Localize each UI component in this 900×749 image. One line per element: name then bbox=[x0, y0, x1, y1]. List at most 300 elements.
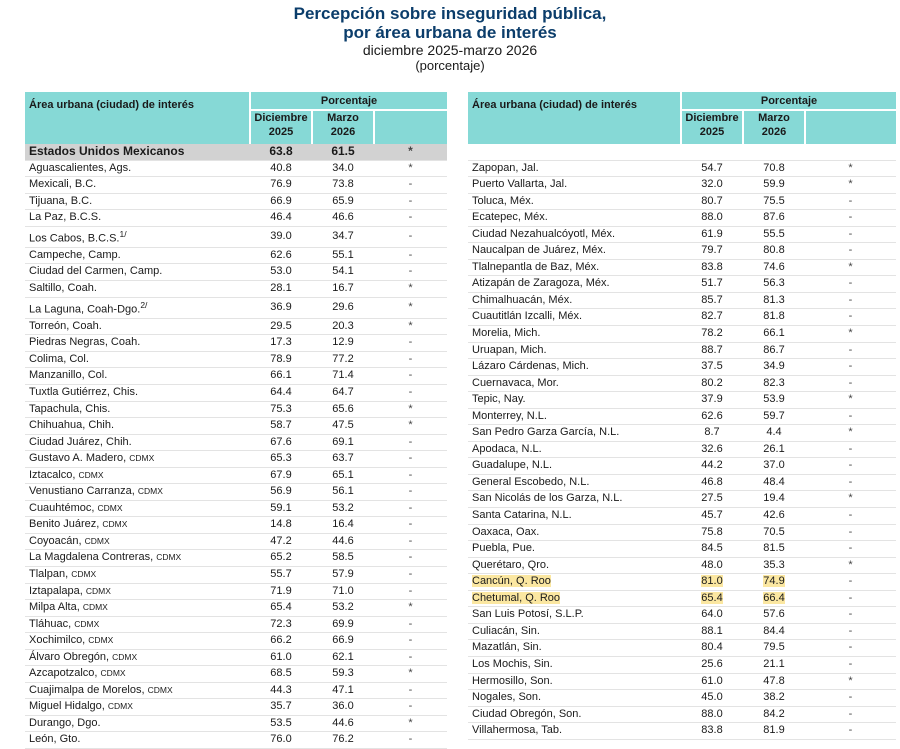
table-row bbox=[468, 326, 896, 343]
area-name bbox=[468, 656, 681, 673]
area-name-cell bbox=[25, 633, 250, 650]
table-row bbox=[468, 623, 896, 640]
value-dic-2025: 65.4 bbox=[250, 600, 312, 617]
table-row bbox=[25, 281, 447, 298]
value-mar-text: 38.2 bbox=[763, 691, 785, 704]
left-data-table bbox=[25, 92, 447, 749]
area-name: La Laguna, Coah-Dgo. bbox=[29, 303, 141, 316]
significance-mark: - bbox=[374, 351, 447, 368]
value-mar-2026: 59.3 bbox=[312, 666, 374, 683]
significance-mark: - bbox=[374, 484, 447, 501]
value-mar-text: 55.5 bbox=[763, 227, 785, 240]
area-name-cell bbox=[25, 616, 250, 633]
value-mar-2026 bbox=[743, 706, 805, 723]
area-name-cell bbox=[25, 264, 250, 281]
significance-mark: - bbox=[374, 434, 447, 451]
entity-suffix: CDMX bbox=[102, 519, 128, 530]
value-dic-2025: 59.1 bbox=[250, 500, 312, 517]
table-row bbox=[468, 359, 896, 376]
value-mar-2026 bbox=[743, 723, 805, 740]
area-name-cell bbox=[25, 715, 250, 732]
area-name bbox=[468, 607, 681, 624]
value-dic-text: 75.8 bbox=[701, 525, 723, 538]
value-dic-text: 84.5 bbox=[701, 542, 723, 555]
value-mar-2026 bbox=[743, 408, 805, 425]
header-diciembre-right: Diciembre 2025 bbox=[681, 110, 743, 144]
significance-mark: - bbox=[805, 359, 896, 376]
header-marzo-right: Marzo 2026 bbox=[743, 110, 805, 144]
value-mar-2026 bbox=[743, 656, 805, 673]
value-dic-2025 bbox=[681, 673, 743, 690]
area-name-cell bbox=[25, 160, 250, 177]
table-row bbox=[468, 292, 896, 309]
table-row bbox=[468, 491, 896, 508]
value-mar-2026 bbox=[743, 690, 805, 707]
area-name-cell bbox=[25, 401, 250, 418]
report-period: diciembre 2025-marzo 2026 bbox=[362, 42, 538, 58]
value-dic-2025: 68.5 bbox=[250, 666, 312, 683]
area-name: Xochimilco, bbox=[29, 634, 89, 647]
significance-mark: - bbox=[374, 335, 447, 352]
value-mar-text: 53.9 bbox=[763, 393, 785, 406]
area-name-text: Monterrey, N.L. bbox=[472, 409, 547, 422]
header-porcentaje: Porcentaje bbox=[250, 92, 447, 110]
value-mar-2026 bbox=[743, 375, 805, 392]
value-dic-text: 83.8 bbox=[701, 260, 723, 273]
value-dic-2025 bbox=[681, 160, 743, 177]
area-name bbox=[468, 673, 681, 690]
value-mar-text: 57.6 bbox=[763, 608, 785, 621]
area-name bbox=[468, 259, 681, 276]
value-mar-text: 26.1 bbox=[763, 442, 785, 455]
value-dic-2025: 58.7 bbox=[250, 418, 312, 435]
table-row bbox=[468, 524, 896, 541]
table-row bbox=[468, 193, 896, 210]
value-mar-2026 bbox=[743, 177, 805, 194]
value-dic-2025: 17.3 bbox=[250, 335, 312, 352]
value-mar-text: 87.6 bbox=[763, 211, 785, 224]
area-name: Torreón, Coah. bbox=[29, 319, 102, 332]
significance-mark: * bbox=[805, 392, 896, 409]
area-name-text: Ecatepec, Méx. bbox=[472, 211, 548, 224]
area-name-cell bbox=[25, 434, 250, 451]
value-dic-2025: 62.6 bbox=[250, 247, 312, 264]
value-dic-text: 80.2 bbox=[701, 376, 723, 389]
area-name: Manzanillo, Col. bbox=[29, 369, 108, 382]
area-name-cell bbox=[25, 226, 250, 247]
area-name: Coyoacán, bbox=[29, 534, 85, 547]
value-mar-2026 bbox=[743, 392, 805, 409]
value-mar-2026: 66.9 bbox=[312, 633, 374, 650]
value-dic-text: 80.7 bbox=[701, 194, 723, 207]
report-title-line1: Percepción sobre inseguridad pública, bbox=[293, 4, 607, 23]
value-mar-2026 bbox=[743, 259, 805, 276]
table-row bbox=[468, 541, 896, 558]
value-dic-2025: 28.1 bbox=[250, 281, 312, 298]
area-name-text: Puerto Vallarta, Jal. bbox=[472, 178, 568, 191]
table-row bbox=[25, 699, 447, 716]
significance-mark: - bbox=[374, 368, 447, 385]
value-mar-2026 bbox=[743, 326, 805, 343]
area-name-text: Querétaro, Qro. bbox=[472, 558, 550, 571]
value-dic-text: 44.2 bbox=[701, 459, 723, 472]
table-row bbox=[25, 451, 447, 468]
significance-mark: * bbox=[374, 418, 447, 435]
table-row bbox=[468, 508, 896, 525]
area-name: Ciudad del Carmen, Camp. bbox=[29, 265, 163, 278]
area-name bbox=[468, 177, 681, 194]
area-name: Azcapotzalco, bbox=[29, 667, 101, 680]
area-name bbox=[468, 276, 681, 293]
significance-mark: - bbox=[374, 177, 447, 194]
area-name-text: Cuautitlán Izcalli, Méx. bbox=[472, 310, 583, 323]
value-mar-2026 bbox=[743, 243, 805, 260]
area-name: Milpa Alta, bbox=[29, 601, 83, 614]
area-name bbox=[468, 458, 681, 475]
entity-suffix: CDMX bbox=[85, 585, 111, 596]
area-name-text: Cuernavaca, Mor. bbox=[472, 376, 559, 389]
table-row bbox=[468, 723, 896, 740]
area-name bbox=[468, 342, 681, 359]
table-row bbox=[468, 425, 896, 442]
area-name bbox=[468, 193, 681, 210]
value-mar-text: 4.4 bbox=[766, 426, 782, 439]
area-name-cell bbox=[25, 583, 250, 600]
value-mar-2026: 69.1 bbox=[312, 434, 374, 451]
significance-mark: - bbox=[374, 384, 447, 401]
value-dic-2025 bbox=[681, 425, 743, 442]
table-row bbox=[25, 351, 447, 368]
table-row bbox=[25, 600, 447, 617]
value-dic-2025 bbox=[681, 574, 743, 591]
area-name bbox=[468, 590, 681, 607]
value-dic-text: 45.7 bbox=[701, 509, 723, 522]
significance-mark: - bbox=[805, 524, 896, 541]
area-name bbox=[468, 491, 681, 508]
value-mar-2026: 73.8 bbox=[312, 177, 374, 194]
value-dic-2025 bbox=[681, 524, 743, 541]
value-mar-2026 bbox=[743, 210, 805, 227]
area-name-cell bbox=[25, 335, 250, 352]
significance-mark: - bbox=[805, 408, 896, 425]
significance-mark: - bbox=[805, 574, 896, 591]
value-mar-2026: 58.5 bbox=[312, 550, 374, 567]
value-mar-text: 37.0 bbox=[763, 459, 785, 472]
value-mar-2026 bbox=[743, 574, 805, 591]
value-mar-text: 86.7 bbox=[763, 343, 785, 356]
value-mar-text: 19.4 bbox=[763, 492, 785, 505]
value-mar-text: 56.3 bbox=[763, 277, 785, 290]
area-name-text: Ciudad Obregón, Son. bbox=[472, 707, 582, 720]
value-mar-2026 bbox=[743, 474, 805, 491]
value-mar-2026 bbox=[743, 590, 805, 607]
value-dic-2025: 67.9 bbox=[250, 467, 312, 484]
significance-mark: - bbox=[374, 517, 447, 534]
area-name-text: Apodaca, N.L. bbox=[472, 442, 542, 455]
value-dic-2025: 76.0 bbox=[250, 732, 312, 749]
significance-mark: - bbox=[805, 474, 896, 491]
value-dic-2025: 36.9 bbox=[250, 297, 312, 318]
value-dic-text: 37.5 bbox=[701, 360, 723, 373]
entity-suffix: CDMX bbox=[100, 668, 126, 679]
value-mar-2026 bbox=[743, 623, 805, 640]
entity-suffix: CDMX bbox=[129, 453, 155, 464]
entity-suffix: CDMX bbox=[112, 651, 138, 662]
value-dic-2025 bbox=[681, 491, 743, 508]
table-row bbox=[25, 533, 447, 550]
value-mar-text: 81.9 bbox=[763, 724, 785, 737]
area-name-text: Chimalhuacán, Méx. bbox=[472, 293, 573, 306]
area-name-cell bbox=[25, 351, 250, 368]
footnote-marker: 1/ bbox=[119, 228, 127, 239]
area-name-cell bbox=[25, 500, 250, 517]
table-row bbox=[25, 566, 447, 583]
significance-mark: - bbox=[374, 451, 447, 468]
area-name bbox=[468, 706, 681, 723]
value-mar-2026: 76.2 bbox=[312, 732, 374, 749]
significance-mark: - bbox=[805, 690, 896, 707]
value-mar-2026: 71.4 bbox=[312, 368, 374, 385]
national-mar: 61.5 bbox=[312, 144, 374, 160]
header-significance bbox=[374, 110, 447, 144]
significance-mark: - bbox=[374, 616, 447, 633]
table-row bbox=[468, 226, 896, 243]
area-name: Tapachula, Chis. bbox=[29, 402, 111, 415]
value-mar-text: 80.8 bbox=[763, 244, 785, 257]
value-mar-2026 bbox=[743, 458, 805, 475]
value-mar-2026: 62.1 bbox=[312, 649, 374, 666]
area-name-text: Mazatlán, Sin. bbox=[472, 641, 542, 654]
value-dic-text: 88.0 bbox=[701, 707, 723, 720]
area-name bbox=[468, 425, 681, 442]
value-mar-2026 bbox=[743, 640, 805, 657]
table-row bbox=[468, 458, 896, 475]
value-mar-text: 70.8 bbox=[763, 161, 785, 174]
entity-suffix: CDMX bbox=[88, 635, 114, 646]
significance-mark: * bbox=[805, 491, 896, 508]
value-dic-text: 46.8 bbox=[701, 475, 723, 488]
area-name-cell bbox=[25, 318, 250, 335]
value-dic-2025 bbox=[681, 723, 743, 740]
area-name-text: San Pedro Garza García, N.L. bbox=[472, 426, 620, 439]
area-name bbox=[468, 557, 681, 574]
area-name bbox=[468, 392, 681, 409]
value-dic-text: 88.7 bbox=[701, 343, 723, 356]
table-row bbox=[25, 368, 447, 385]
value-mar-2026 bbox=[743, 292, 805, 309]
area-name-cell bbox=[25, 368, 250, 385]
significance-mark: * bbox=[374, 666, 447, 683]
significance-mark: - bbox=[374, 500, 447, 517]
value-mar-2026: 12.9 bbox=[312, 335, 374, 352]
area-name-text: Oaxaca, Oax. bbox=[472, 525, 540, 538]
table-row bbox=[25, 484, 447, 501]
area-name-text: Morelia, Mich. bbox=[472, 327, 541, 340]
value-mar-text: 35.3 bbox=[763, 558, 785, 571]
value-dic-2025 bbox=[681, 458, 743, 475]
area-name: Tlalpan, bbox=[29, 567, 72, 580]
area-name-text: San Nicolás de los Garza, N.L. bbox=[472, 492, 623, 505]
value-mar-text: 84.4 bbox=[763, 624, 785, 637]
value-dic-2025 bbox=[681, 193, 743, 210]
area-name-text: Lázaro Cárdenas, Mich. bbox=[472, 360, 589, 373]
national-dic: 63.8 bbox=[250, 144, 312, 160]
area-name-cell bbox=[25, 550, 250, 567]
value-mar-2026: 65.6 bbox=[312, 401, 374, 418]
value-dic-text: 8.7 bbox=[704, 426, 720, 439]
significance-mark: * bbox=[805, 326, 896, 343]
value-dic-text: 85.7 bbox=[701, 293, 723, 306]
value-mar-2026: 34.7 bbox=[312, 226, 374, 247]
value-dic-2025 bbox=[681, 210, 743, 227]
table-row bbox=[25, 550, 447, 567]
value-dic-2025: 61.0 bbox=[250, 649, 312, 666]
footnote-marker: 2/ bbox=[140, 299, 148, 310]
value-mar-text: 79.5 bbox=[763, 641, 785, 654]
area-name: Miguel Hidalgo, bbox=[29, 700, 108, 713]
value-dic-2025: 76.9 bbox=[250, 177, 312, 194]
area-name-text: Guadalupe, N.L. bbox=[472, 459, 553, 472]
entity-suffix: CDMX bbox=[156, 552, 182, 563]
value-mar-2026 bbox=[743, 491, 805, 508]
area-name: Tuxtla Gutiérrez, Chis. bbox=[29, 385, 139, 398]
value-mar-text: 84.2 bbox=[763, 707, 785, 720]
significance-mark: * bbox=[374, 297, 447, 318]
value-mar-2026: 47.5 bbox=[312, 418, 374, 435]
area-name: Benito Juárez, bbox=[29, 518, 103, 531]
significance-mark: - bbox=[805, 292, 896, 309]
area-name bbox=[468, 359, 681, 376]
value-mar-2026 bbox=[743, 309, 805, 326]
value-mar-text: 82.3 bbox=[763, 376, 785, 389]
value-mar-text: 74.9 bbox=[763, 575, 785, 588]
table-row bbox=[25, 666, 447, 683]
value-dic-2025 bbox=[681, 656, 743, 673]
significance-mark: * bbox=[805, 160, 896, 177]
table-row bbox=[25, 418, 447, 435]
area-name bbox=[468, 243, 681, 260]
area-name-text: Puebla, Pue. bbox=[472, 542, 535, 555]
value-mar-2026: 46.6 bbox=[312, 210, 374, 227]
entity-suffix: CDMX bbox=[84, 535, 110, 546]
area-name bbox=[468, 574, 681, 591]
table-row bbox=[468, 673, 896, 690]
value-dic-2025: 65.3 bbox=[250, 451, 312, 468]
significance-mark: - bbox=[805, 623, 896, 640]
value-dic-2025 bbox=[681, 326, 743, 343]
table-row bbox=[25, 226, 447, 247]
significance-mark: - bbox=[805, 276, 896, 293]
value-mar-2026 bbox=[743, 425, 805, 442]
value-dic-2025 bbox=[681, 590, 743, 607]
value-mar-2026 bbox=[743, 673, 805, 690]
value-dic-2025 bbox=[681, 541, 743, 558]
area-name-cell bbox=[25, 418, 250, 435]
value-mar-2026: 77.2 bbox=[312, 351, 374, 368]
value-mar-text: 66.4 bbox=[763, 591, 785, 604]
value-mar-text: 48.4 bbox=[763, 475, 785, 488]
value-dic-2025 bbox=[681, 276, 743, 293]
value-dic-text: 62.6 bbox=[701, 409, 723, 422]
value-dic-2025: 65.2 bbox=[250, 550, 312, 567]
value-mar-2026: 53.2 bbox=[312, 600, 374, 617]
value-dic-text: 88.1 bbox=[701, 624, 723, 637]
value-mar-2026 bbox=[743, 276, 805, 293]
area-name-cell bbox=[25, 193, 250, 210]
value-mar-2026: 65.1 bbox=[312, 467, 374, 484]
national-name: Estados Unidos Mexicanos bbox=[25, 144, 250, 160]
table-row bbox=[25, 297, 447, 318]
table-row bbox=[25, 649, 447, 666]
significance-mark: - bbox=[805, 590, 896, 607]
table-row bbox=[468, 690, 896, 707]
significance-mark: - bbox=[805, 375, 896, 392]
value-dic-text: 27.5 bbox=[701, 492, 723, 505]
area-name-text: Chetumal, Q. Roo bbox=[472, 591, 561, 604]
area-name-cell bbox=[25, 682, 250, 699]
table-row bbox=[25, 500, 447, 517]
header-area: Área urbana (ciudad) de interés bbox=[25, 92, 250, 144]
report-header bbox=[0, 0, 900, 73]
significance-mark: - bbox=[805, 723, 896, 740]
value-mar-text: 21.1 bbox=[763, 657, 785, 670]
value-dic-text: 78.2 bbox=[701, 327, 723, 340]
area-name-cell bbox=[25, 451, 250, 468]
value-dic-2025 bbox=[681, 342, 743, 359]
area-name-text: General Escobedo, N.L. bbox=[472, 475, 590, 488]
table-row bbox=[25, 193, 447, 210]
value-dic-text: 83.8 bbox=[701, 724, 723, 737]
area-name: Gustavo A. Madero, bbox=[29, 452, 130, 465]
significance-mark: - bbox=[805, 541, 896, 558]
value-mar-text: 81.5 bbox=[763, 542, 785, 555]
area-name: Aguascalientes, Ags. bbox=[29, 161, 132, 174]
area-name bbox=[468, 226, 681, 243]
significance-mark: - bbox=[374, 682, 447, 699]
entity-suffix: CDMX bbox=[107, 701, 133, 712]
value-mar-2026 bbox=[743, 441, 805, 458]
area-name-cell bbox=[25, 533, 250, 550]
area-name-cell bbox=[25, 600, 250, 617]
significance-mark: - bbox=[374, 193, 447, 210]
table-row bbox=[25, 583, 447, 600]
table-row bbox=[468, 557, 896, 574]
value-dic-2025: 66.1 bbox=[250, 368, 312, 385]
significance-mark: * bbox=[374, 715, 447, 732]
header-diciembre: Diciembre 2025 bbox=[250, 110, 312, 144]
value-dic-text: 61.0 bbox=[701, 674, 723, 687]
value-mar-2026: 57.9 bbox=[312, 566, 374, 583]
significance-mark: * bbox=[374, 401, 447, 418]
table-row bbox=[25, 318, 447, 335]
table-row bbox=[25, 732, 447, 749]
entity-suffix: CDMX bbox=[74, 618, 100, 629]
value-dic-2025: 72.3 bbox=[250, 616, 312, 633]
significance-mark: - bbox=[374, 649, 447, 666]
value-dic-text: 25.6 bbox=[701, 657, 723, 670]
report-title-line2: por área urbana de interés bbox=[343, 23, 557, 42]
value-dic-text: 32.0 bbox=[701, 178, 723, 191]
value-dic-text: 82.7 bbox=[701, 310, 723, 323]
significance-mark: * bbox=[805, 557, 896, 574]
area-name bbox=[468, 292, 681, 309]
area-name-cell bbox=[25, 384, 250, 401]
area-name: Iztacalco, bbox=[29, 468, 79, 481]
report-unit: (porcentaje) bbox=[415, 58, 485, 73]
value-dic-2025 bbox=[681, 690, 743, 707]
value-dic-text: 45.0 bbox=[701, 691, 723, 704]
area-name-cell bbox=[25, 177, 250, 194]
